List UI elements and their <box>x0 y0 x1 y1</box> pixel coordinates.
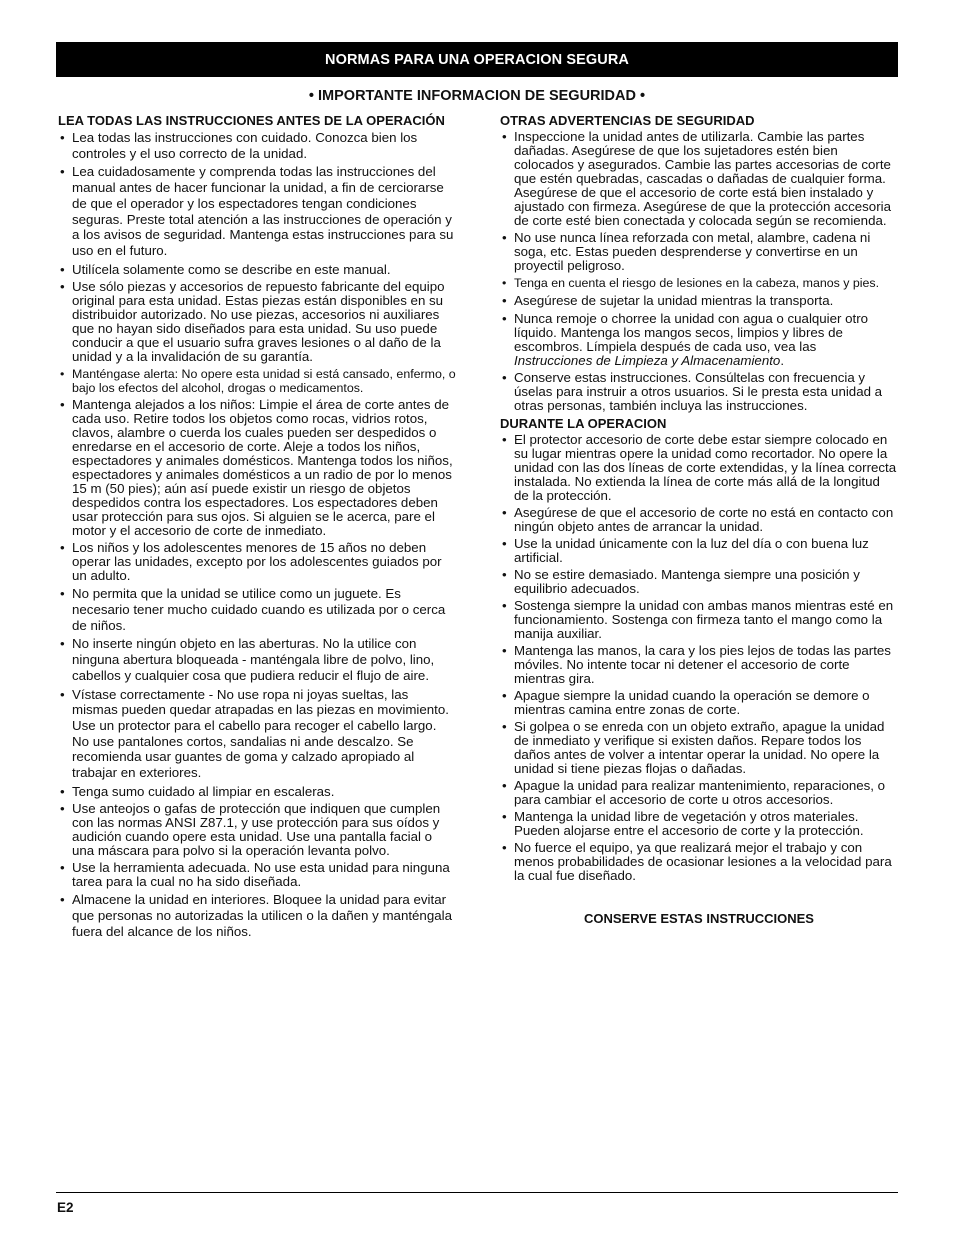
list-item-text: Lea cuidadosamente y comprenda todas las instrucciones del manual antes de hacer funcionar la unidad, a fin de cerciorarse de que el operador y los espectadores tengan condiciones seguras. Preste total atención a las instrucciones de operación y a los avisos de seguridad. Mantenga estas instrucciones para su uso en el futuro. <box>72 164 454 258</box>
list-item-text: Conserve estas instrucciones. Consúltelas con frecuencia y úselas para instruir a otros usuarios. Si le presta esta unidad a otras personas, también incluya las instrucciones. <box>514 369 883 413</box>
list-item <box>58 541 456 583</box>
list-item-text: Los niños y los adolescentes menores de 15 años no deben operar las unidades, excepto por los adolescentes guiados por un adulto. <box>72 540 442 584</box>
list-item-text: Si golpea o se enreda con un objeto extraño, apague la unidad de inmediato y verifique si existen daños. Repare todos los daños antes de volver a intentar operar la unidad. No opere la unidad si tiene piezas flojas o dañadas. <box>514 718 885 776</box>
list-item <box>58 892 456 939</box>
list-item-text: Lea todas las instrucciones con cuidado. Conozca bien los controles y el uso correcto de la unidad. <box>72 130 418 161</box>
bullet-glyph: • <box>502 687 507 703</box>
list-item <box>58 398 456 538</box>
list-item <box>500 689 898 717</box>
during-operation-heading: DURANTE LA OPERACION <box>500 415 667 431</box>
read-instructions-list <box>58 130 456 940</box>
list-item-text: Tenga sumo cuidado al limpiar en escaleras. <box>72 783 335 799</box>
list-item <box>500 841 898 883</box>
list-item <box>500 130 898 228</box>
banner-title: NORMAS PARA UNA OPERACION SEGURA <box>325 51 629 68</box>
list-item-text: Apague siempre la unidad cuando la operación se demore o mientras camina entre zonas de corte. <box>514 687 870 717</box>
bullet-glyph: • <box>60 164 65 180</box>
list-item-text: No se estire demasiado. Mantenga siempre una posición y equilibrio adecuados. <box>514 566 860 596</box>
bullet-glyph: • <box>502 597 507 613</box>
list-item-text: Tenga en cuenta el riesgo de lesiones en la cabeza, manos y pies. <box>514 276 880 290</box>
list-item <box>500 231 898 273</box>
other-warnings-list <box>500 130 898 413</box>
list-item <box>500 568 898 596</box>
bullet-glyph: • <box>60 130 65 145</box>
list-item-text: Nunca remoje o chorree la unidad con agua o cualquier otro líquido. Mantenga los mangos secos, limpios y libres de escombros. Límpiela después de cada uso, vea las <box>514 310 869 354</box>
list-item <box>58 262 456 278</box>
list-item-text: Asegúrese de sujetar la unidad mientras la transporta. <box>514 293 834 308</box>
list-item-text: Mantenga las manos, la cara y los pies lejos de todas las partes móviles. No intente tocar ni detener el accesorio de corte mientras gira. <box>514 642 891 686</box>
list-item <box>58 367 456 395</box>
bullet-glyph: • <box>60 801 65 817</box>
bullet-glyph: • <box>502 777 507 793</box>
bullet-glyph: • <box>60 686 65 702</box>
list-item-text: No use nunca línea reforzada con metal, alambre, cadena ni soga, etc. Estas pueden desprenderse y convertirse en un proyectil peligroso. <box>514 230 871 273</box>
right-column <box>500 113 898 886</box>
list-item <box>500 506 898 534</box>
bullet-glyph: • <box>60 367 65 382</box>
list-item <box>58 164 456 258</box>
list-item-text: Use la unidad únicamente con la luz del día o con buena luz artificial. <box>514 535 869 565</box>
read-instructions-heading: LEA TODAS LAS INSTRUCCIONES ANTES DE LA OPERACIÓN <box>58 113 445 128</box>
list-item-text: El protector accesorio de corte debe estar siempre colocado en su lugar mientras opere la unidad como recortador. No opere la unidad con las dos líneas de corte extendidas, y la línea correcta instalada. No extienda la línea de corte más allá de la longitud de la protección. <box>514 431 897 503</box>
list-item-text: Use la herramienta adecuada. No use esta unidad para ninguna tarea para la cual no ha sido diseñada. <box>72 860 450 890</box>
during-operation-list <box>500 433 898 883</box>
list-item <box>500 433 898 503</box>
bullet-glyph: • <box>502 293 507 308</box>
left-column <box>58 113 456 943</box>
bullet-glyph: • <box>60 397 65 413</box>
list-item <box>500 312 898 368</box>
bullet-glyph: • <box>502 808 507 824</box>
list-item <box>500 537 898 565</box>
bullet-glyph: • <box>502 504 507 520</box>
list-item <box>58 280 456 364</box>
list-item-text: Apague la unidad para realizar mantenimiento, reparaciones, o para cambiar el accesorio de corte u otros accesorios. <box>514 777 886 807</box>
list-item-text: No inserte ningún objeto en las aberturas. No la utilice con ninguna abertura bloqueada - manténgala libre de polvo, lino, cabellos y cualquier cosa que pudiera reducir el flujo de aire. <box>72 636 435 683</box>
list-item <box>500 276 898 290</box>
bullet-glyph: • <box>60 783 65 799</box>
bullet-glyph: • <box>502 276 507 290</box>
page-number: E2 <box>57 1200 74 1215</box>
list-item-text: Vístase correctamente - No use ropa ni joyas sueltas, las mismas pueden quedar atrapadas en las piezas en movimiento. Use un protector para el cabello para recoger el cabello largo. No use pantalones cortos, sandalias ni ande descalzo. Se recomienda usar guantes de goma y calzado apropiado al trabajar en exteriores. <box>72 686 449 781</box>
list-item-text: Mantenga alejados a los niños: Limpie el área de corte antes de cada uso. Retire todos los objetos como rocas, vidrios rotos, clavos, alambre o cuerda los cuales pueden ser despedidos o enredarse en el accesorio de corte. Aleje a todos los niños, espectadores y animales domésticos. Mantenga todos los niños, espectadores y animales domésticos a un radio de por lo menos 15 m (50 pies); aún así puede existir un riesgo de objetos despedidos contra los espectadores. Los espectadores deben usar protección para sus ojos. Si alguien se le acerca, pare el motor y el accesorio de corte de inmediato. <box>72 397 453 539</box>
bullet-glyph: • <box>502 839 507 855</box>
bullet-glyph: • <box>502 566 507 582</box>
list-item-text: Manténgase alerta: No opere esta unidad si está cansado, enfermo, o bajo los efectos del alcohol, drogas o medicamentos. <box>72 367 456 396</box>
list-item <box>58 802 456 858</box>
important-safety-subtitle: • IMPORTANTE INFORMACION DE SEGURIDAD • <box>308 88 646 104</box>
list-item-text: Use sólo piezas y accesorios de repuesto fabricante del equipo original para esta unidad. Estas piezas están disponibles en su distribuidor autorizado. No use piezas, accesorios ni auxiliares que no hayan sido diseñados para esta unidad. Su uso puede conducir a que el usuario sufra graves lesiones o al daño de la unidad y a la invalidación de su garantía. <box>72 279 445 365</box>
bullet-glyph: • <box>60 860 65 876</box>
other-warnings-heading: OTRAS ADVERTENCIAS DE SEGURIDAD <box>500 113 755 128</box>
bullet-glyph: • <box>502 230 507 245</box>
bullet-glyph: • <box>60 279 65 295</box>
bullet-glyph: • <box>502 369 507 385</box>
list-item <box>500 371 898 413</box>
list-item <box>58 784 456 800</box>
list-item <box>58 687 456 781</box>
list-item <box>58 861 456 889</box>
list-item <box>500 293 898 309</box>
section-banner <box>56 42 898 77</box>
list-item-text: Use anteojos o gafas de protección que indiquen que cumplen con las normas ANSI Z87.1, y use protección para sus oídos y audición cuando opere esta unidad. Use una pantalla facial o una máscara para polvo si la operación levanta polvo. <box>72 801 441 859</box>
list-item-text: No permita que la unidad se utilice como un juguete. Es necesario tener mucho cuidado cuando es utilizada por o cerca de niños. <box>72 586 446 633</box>
list-item-text: Inspeccione la unidad antes de utilizarla. Cambie las partes dañadas. Asegúrese de que los sujetadores estén bien colocados y asegurados. Cambie las partes accesorias de corte que estén quebradas, cascadas o dañadas de cualquier forma. Asegúrese de que el accesorio de corte está bien instalado y ajustado con firmeza. Asegúrese de que la protección accesoria de corte esté bien conectada y colocada según se recomienda. <box>514 129 891 228</box>
list-item-text: Asegúrese de que el accesorio de corte no está en contacto con ningún objeto antes de arrancar la unidad. <box>514 504 894 534</box>
list-item-text: Almacene la unidad en interiores. Bloquee la unidad para evitar que personas no autorizadas la utilicen o la dañen y manténgala fuera del alcance de los niños. <box>72 892 452 939</box>
list-item-text: Mantenga la unidad libre de vegetación y otros materiales. Pueden alojarse entre el accesorio de corte y la protección. <box>514 808 864 838</box>
list-item <box>500 599 898 641</box>
list-item-text-suffix: . <box>780 352 785 368</box>
list-item-text: No fuerce el equipo, ya que realizará mejor el trabajo y con menos probabilidades de ocasionar lesiones a la velocidad para la cual fue diseñado. <box>514 839 892 883</box>
bullet-glyph: • <box>60 540 65 556</box>
bullet-glyph: • <box>502 310 507 326</box>
bullet-glyph: • <box>502 129 507 144</box>
list-item <box>500 779 898 807</box>
bullet-glyph: • <box>502 718 507 734</box>
list-item <box>58 586 456 633</box>
bullet-glyph: • <box>60 892 65 908</box>
list-item <box>500 810 898 838</box>
list-item-text: Utilícela solamente como se describe en este manual. <box>72 261 391 277</box>
bullet-glyph: • <box>60 636 65 652</box>
bullet-glyph: • <box>60 261 65 277</box>
list-item <box>58 636 456 683</box>
bullet-glyph: • <box>60 586 65 602</box>
conserve-instructions-heading: CONSERVE ESTAS INSTRUCCIONES <box>584 911 814 926</box>
list-item-text: Sostenga siempre la unidad con ambas manos mientras esté en funcionamiento. Sostenga con firmeza tanto el mango como la manija auxiliar. <box>514 597 894 641</box>
list-item <box>500 644 898 686</box>
bullet-glyph: • <box>502 642 507 658</box>
footer-divider <box>56 1192 898 1193</box>
bullet-glyph: • <box>502 431 507 447</box>
cleaning-instructions-reference: Instrucciones de Limpieza y Almacenamiento <box>514 352 781 368</box>
list-item <box>58 130 456 161</box>
list-item <box>500 720 898 776</box>
bullet-glyph: • <box>502 535 507 551</box>
